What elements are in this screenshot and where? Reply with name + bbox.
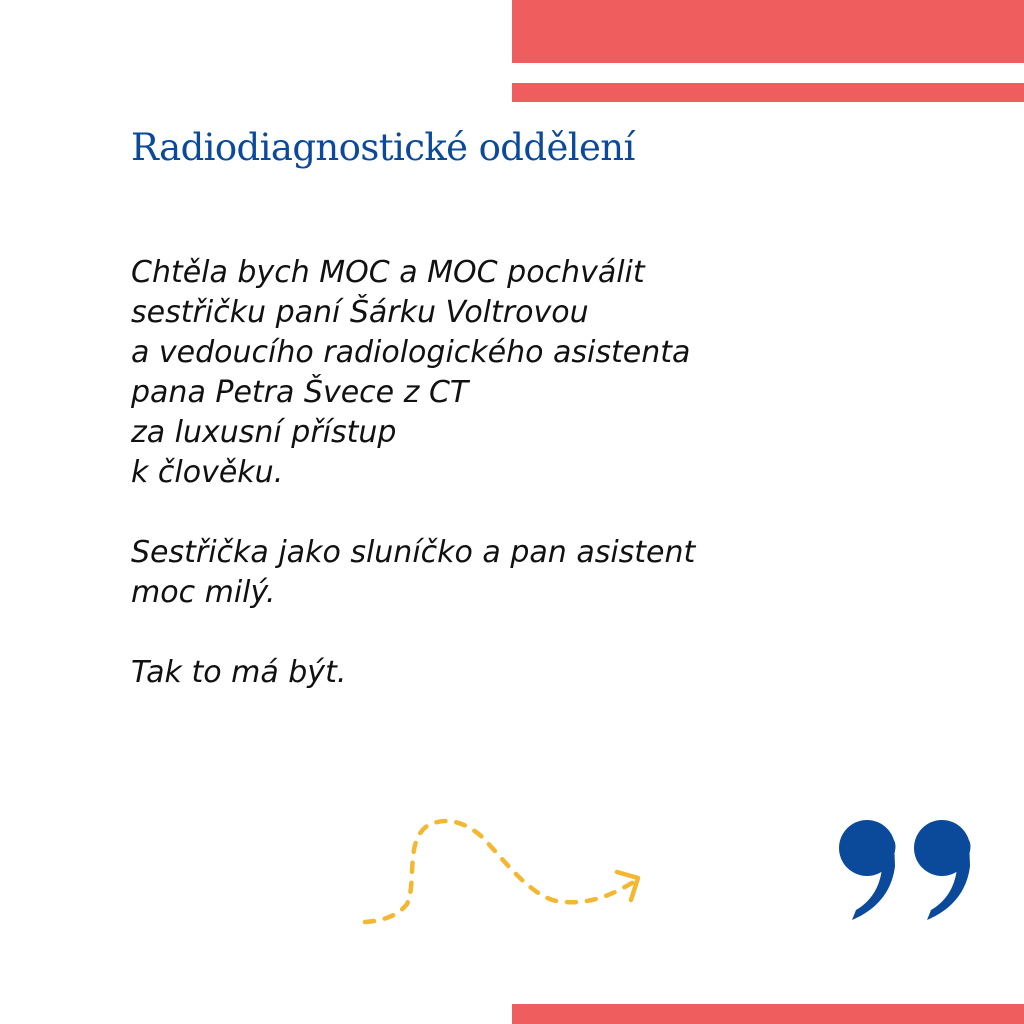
testimonial-paragraph: [131, 653, 871, 693]
text-line: pana Petra Švece z CT: [131, 375, 469, 410]
text-line: a vedoucího radiologického asistenta: [131, 335, 691, 370]
text-line: Tak to má být.: [131, 655, 347, 690]
text-line: Chtěla bych MOC a MOC pochválit: [131, 255, 645, 290]
department-title: Radiodiagnostické oddělení: [131, 126, 635, 169]
testimonial-text: [131, 253, 871, 693]
testimonial-paragraph: [131, 253, 871, 493]
top-accent-stripe: [512, 83, 1024, 102]
bottom-accent-bar: [512, 1004, 1024, 1024]
text-line: Sestřička jako sluníčko a pan asistent: [131, 535, 696, 570]
top-accent-bar: [512, 0, 1024, 63]
closing-quote-icon: [836, 818, 980, 924]
dashed-curved-arrow-icon: [355, 812, 655, 937]
text-line: k člověku.: [131, 455, 284, 490]
text-line: za luxusní přístup: [131, 415, 397, 450]
text-line: sestřičku paní Šárku Voltrovou: [131, 295, 589, 330]
text-line: moc milý.: [131, 575, 276, 610]
testimonial-paragraph: [131, 533, 871, 613]
